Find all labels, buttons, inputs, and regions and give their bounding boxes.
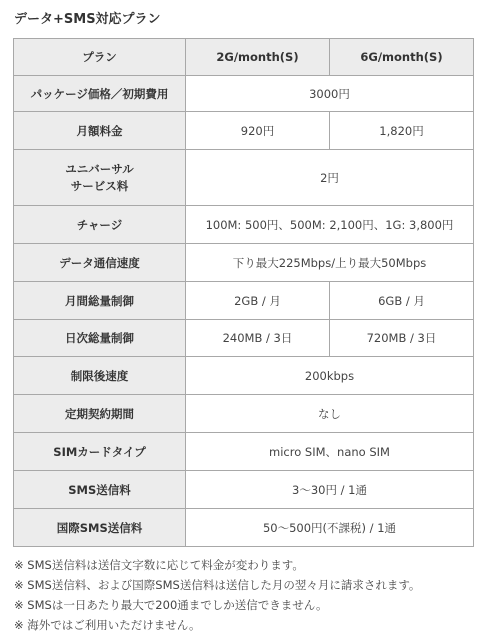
table-row <box>14 150 474 206</box>
table-row <box>14 433 474 471</box>
table-row <box>14 206 474 244</box>
table-row <box>14 76 474 112</box>
page-title: データ+SMS対応プラン <box>14 12 161 27</box>
plan-table <box>13 38 474 547</box>
row-value-charge: 100M: 500円、500M: 2,100円、1G: 3,800円 <box>186 206 474 244</box>
table-header-row <box>14 39 474 76</box>
header-plan: プラン <box>14 39 186 76</box>
row-label-package-price: パッケージ価格／初期費用 <box>14 76 186 112</box>
footnote-item: ※ SMS送信料は送信文字数に応じて料金が変わります。 <box>14 558 304 572</box>
table-row <box>14 509 474 547</box>
table-row <box>14 112 474 150</box>
row-label-charge: チャージ <box>14 206 186 244</box>
table-row <box>14 244 474 282</box>
table-row <box>14 471 474 509</box>
footnote-item: ※ SMSは一日あたり最大で200通までしか送信できません。 <box>14 598 328 612</box>
table-row <box>14 282 474 320</box>
row-value-sim-type: micro SIM、nano SIM <box>186 433 474 471</box>
row-value-sms-fee: 3〜30円 / 1通 <box>186 471 474 509</box>
row-value-intl-sms-fee: 50〜500円(不課税) / 1通 <box>186 509 474 547</box>
footnotes <box>14 555 420 635</box>
table-row <box>14 395 474 433</box>
row-label-intl-sms-fee: 国際SMS送信料 <box>14 509 186 547</box>
row-value-contract-period: なし <box>186 395 474 433</box>
table-row <box>14 320 474 357</box>
row-value-data-speed: 下り最大225Mbps/上り最大50Mbps <box>186 244 474 282</box>
header-6g-plan: 6G/month(S) <box>330 39 474 76</box>
row-label-throttled-speed: 制限後速度 <box>14 357 186 395</box>
footnote-item: ※ SMS送信料、および国際SMS送信料は送信した月の翌々月に請求されます。 <box>14 578 421 592</box>
row-label-data-speed: データ通信速度 <box>14 244 186 282</box>
footnote-item: ※ 海外ではご利用いただけません。 <box>14 618 201 632</box>
row-value-universal-service: 2円 <box>186 150 474 206</box>
row-value-daily-cap-2g: 240MB / 3日 <box>186 320 330 357</box>
header-2g-plan: 2G/month(S) <box>186 39 330 76</box>
table-row <box>14 357 474 395</box>
row-label-sms-fee: SMS送信料 <box>14 471 186 509</box>
row-value-throttled-speed: 200kbps <box>186 357 474 395</box>
row-label-sim-type: SIMカードタイプ <box>14 433 186 471</box>
row-value-monthly-cap-2g: 2GB / 月 <box>186 282 330 320</box>
row-label-daily-cap: 日次総量制御 <box>14 320 186 357</box>
row-value-monthly-fee-2g: 920円 <box>186 112 330 150</box>
row-label-universal-service <box>14 150 186 206</box>
row-label-monthly-cap: 月間総量制御 <box>14 282 186 320</box>
row-value-daily-cap-6g: 720MB / 3日 <box>330 320 474 357</box>
row-label-contract-period: 定期契約期間 <box>14 395 186 433</box>
row-label-monthly-fee: 月額料金 <box>14 112 186 150</box>
row-value-monthly-fee-6g: 1,820円 <box>330 112 474 150</box>
row-value-monthly-cap-6g: 6GB / 月 <box>330 282 474 320</box>
row-value-package-price: 3000円 <box>186 76 474 112</box>
row-label-universal-service-line2: サービス料 <box>70 178 129 193</box>
row-label-universal-service-line1: ユニバーサル <box>65 161 134 176</box>
